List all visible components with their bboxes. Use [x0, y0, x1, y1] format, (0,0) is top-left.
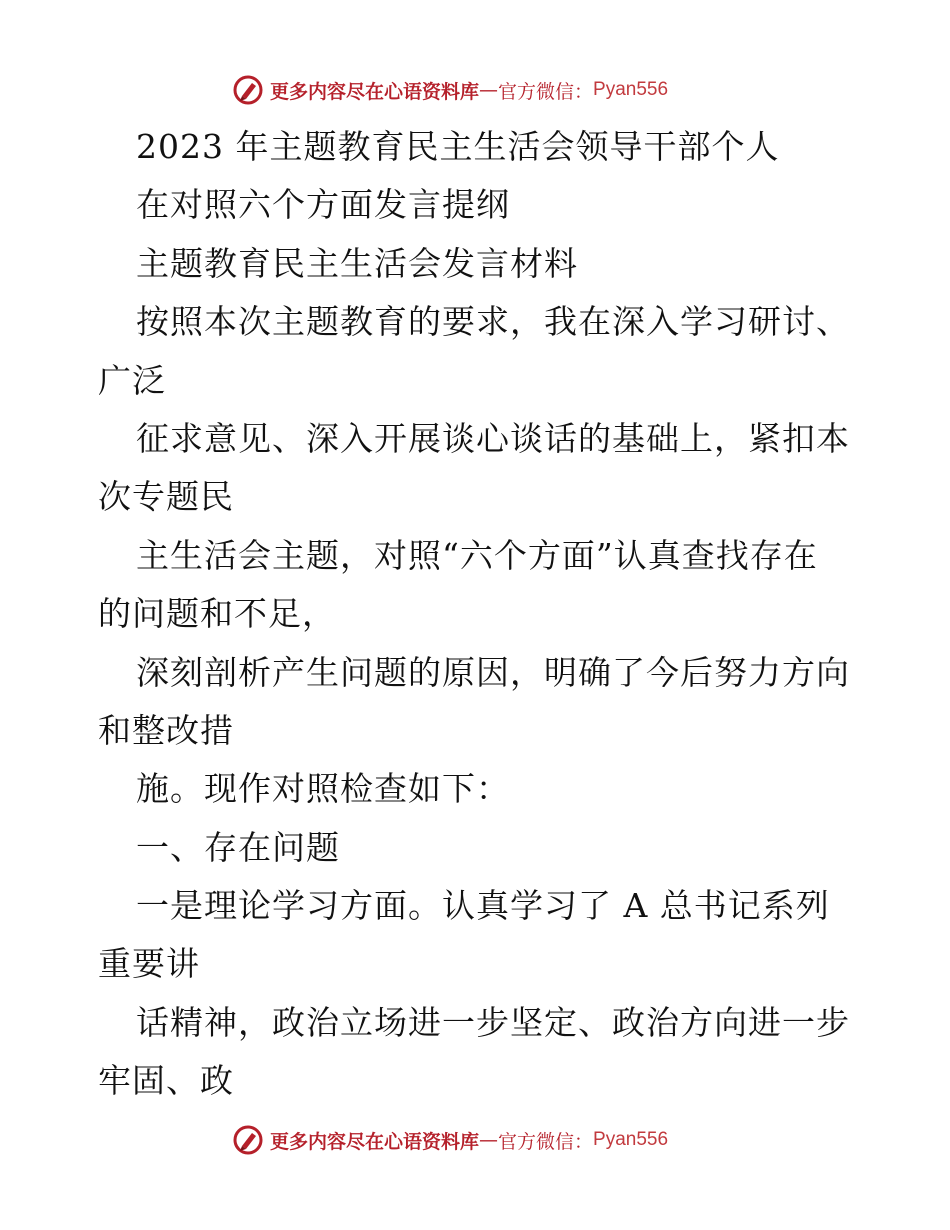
text-line: 和整改措 [98, 710, 234, 750]
text-line: 牢固、政 [98, 1061, 234, 1101]
text-line: 一是理论学习方面。认真学习了 A 总书记系列 [136, 886, 830, 926]
banner-separator: — [479, 1129, 499, 1151]
text-line: 征求意见、深入开展谈心谈话的基础上，紧扣本 [136, 418, 850, 458]
text-line: 一、存在问题 [136, 827, 340, 867]
banner-title: 更多内容尽在心语资料库 [270, 80, 480, 103]
banner-wechat-id: Pyan556 [593, 1129, 669, 1150]
banner-wechat-id: Pyan556 [593, 79, 669, 100]
text-line: 在对照六个方面发言提纲 [136, 185, 510, 225]
text-line: 广泛 [98, 360, 166, 400]
text-line: 2023 年主题教育民主生活会领导干部个人 [136, 127, 780, 166]
header-banner [232, 70, 668, 110]
document-body [98, 118, 858, 1111]
text-line: 按照本次主题教育的要求，我在深入学习研讨、 [136, 302, 850, 342]
text-line: 话精神，政治立场进一步坚定、政治方向进一步 [136, 1002, 850, 1042]
text-line: 施。现作对照检查如下： [136, 769, 510, 809]
pen-logo-icon [232, 74, 264, 106]
text-line: 深刻剖析产生问题的原因，明确了今后努力方向 [136, 652, 850, 692]
banner-wechat-label: 官方微信： [498, 80, 594, 103]
text-line: 主题教育民主生活会发言材料 [136, 243, 578, 283]
text-line: 的问题和不足， [98, 594, 336, 634]
banner-title: 更多内容尽在心语资料库 [270, 1130, 480, 1153]
text-line: 次专题民 [98, 477, 234, 517]
banner-wechat-label: 官方微信： [498, 1130, 594, 1153]
footer-banner [232, 1120, 668, 1160]
text-line: 主生活会主题，对照“六个方面”认真查找存在 [136, 535, 818, 575]
pen-logo-icon [232, 1124, 264, 1156]
text-line: 重要讲 [98, 944, 200, 984]
banner-separator: — [479, 79, 499, 101]
